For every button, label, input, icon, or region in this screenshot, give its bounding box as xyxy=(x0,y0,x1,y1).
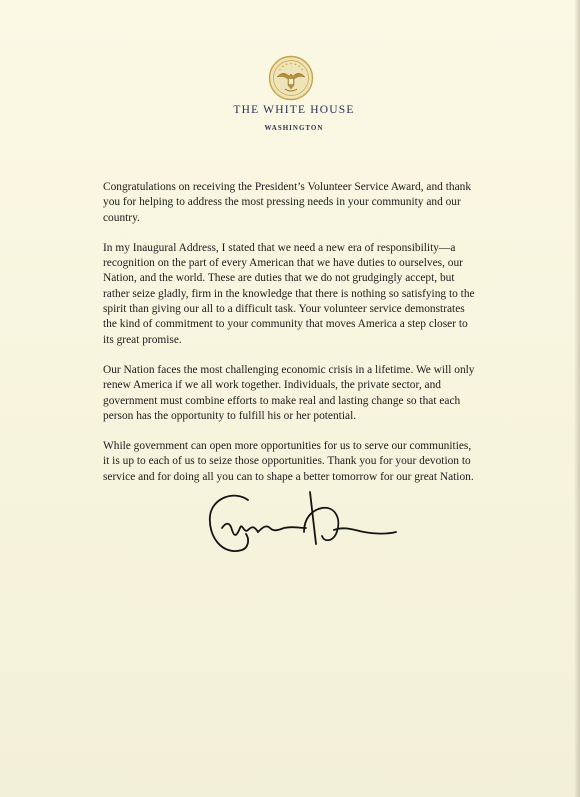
letterhead-city: WASHINGTON xyxy=(264,124,324,132)
paragraph-responsibility: In my Inaugural Address, I stated that we need a new era of responsibility—a recognition on the part of every American that we have duties to ourselves, our Nation, and the world. These are duties that we do not grudgingly accept, but rather seize gladly, firm in the knowledge that there is nothing so satisfying to the spirit than giving our all to a difficult task. Your volunteer service demonstrates the kind of commitment to your community that moves America a step closer to its great promise. xyxy=(103,241,475,346)
paragraph-economic-crisis: Our Nation faces the most challenging economic crisis in a lifetime. We will only renew America if we all work together. Individuals, the private sector, and government must combine efforts to make real and lasting change so that each person has the opportunity to fulfill his or her potential. xyxy=(103,363,475,422)
letterhead-title: THE WHITE HOUSE xyxy=(233,104,355,116)
signature-image xyxy=(204,484,400,566)
paragraph-closing: While government can open more opportunities for us to serve our communities, it is up to each of us to seize those opportunities. Thank you for your devotion to service and for doing all you can to shape a better tomorrow for our great Nation. xyxy=(103,440,474,483)
presidential-seal-icon xyxy=(268,55,314,101)
paragraph-congratulations: Congratulations on receiving the President’s Volunteer Service Award, and thank you for helping to address the most pressing needs in your community and our country. xyxy=(103,181,472,224)
paper-edge-shadow xyxy=(574,0,580,797)
letter-body xyxy=(103,180,479,500)
